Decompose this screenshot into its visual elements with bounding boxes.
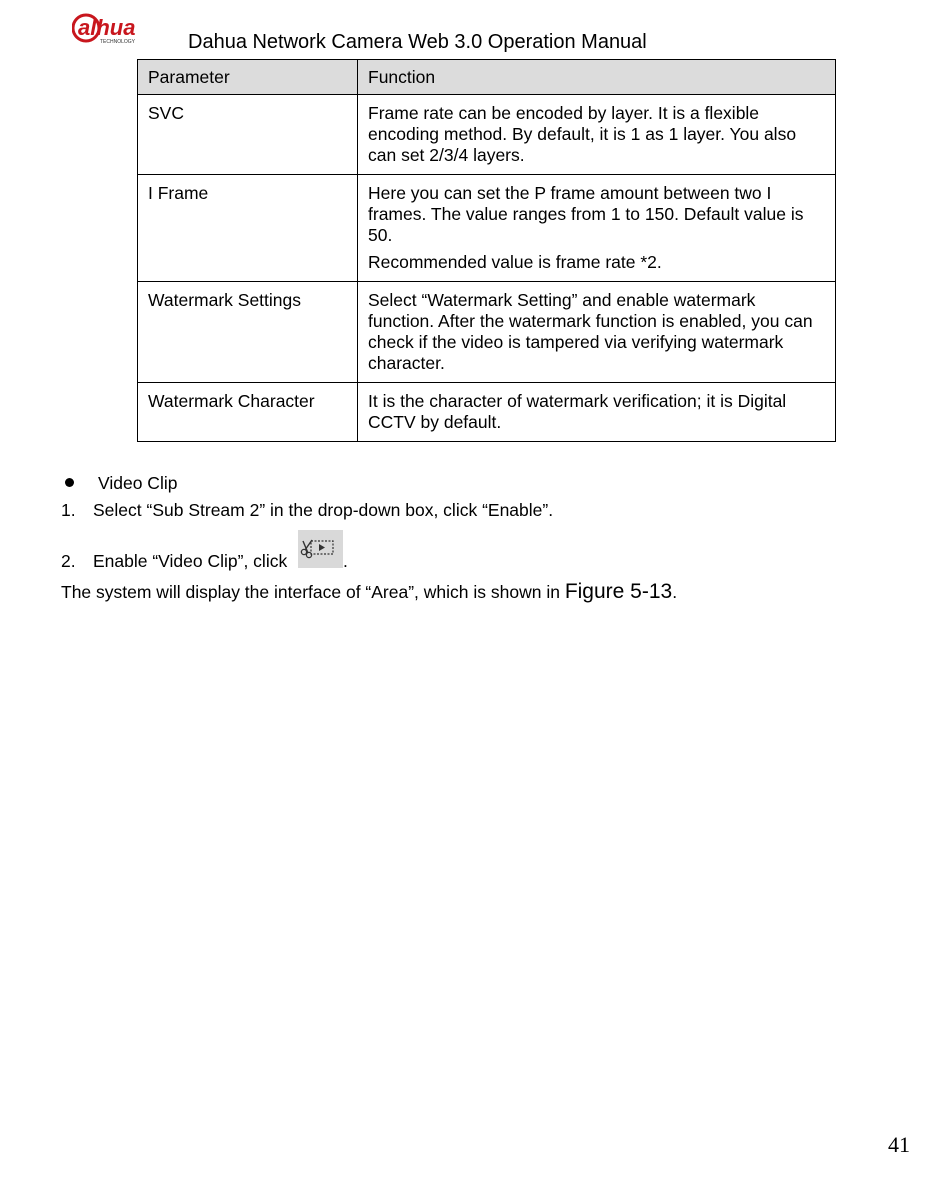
step-1 [61,500,553,521]
table-row [138,175,836,282]
table-row [138,383,836,442]
function-cell [358,383,836,442]
parameter-cell: I Frame [138,175,358,282]
dahua-logo [72,12,172,46]
function-text: Here you can set the P frame amount between two I frames. The value ranges from 1 to 150. Default value is 50. [368,183,804,245]
table-header-parameter: Parameter [138,60,358,95]
logo-subtext: TECHNOLOGY [100,39,136,45]
bullet-dot-icon [65,478,74,487]
step-number: 1. [61,500,76,520]
table-header-row [138,60,836,95]
table-header-function: Function [358,60,836,95]
function-text: Recommended value is frame rate *2. [368,252,662,272]
step-text: Select “Sub Stream 2” in the drop-down box, click “Enable”. [93,500,554,520]
bullet-item [65,473,177,494]
function-cell [358,175,836,282]
function-cell [358,282,836,383]
figure-reference-link[interactable]: Figure 5-13 [564,580,673,603]
video-clip-scissors-icon [298,530,343,568]
dahua-logo-icon [72,12,172,46]
step-2 [61,551,287,572]
bullet-text: Video Clip [98,473,178,493]
step-2-period: . [343,551,348,571]
paragraph-text: The system will display the interface of “Area”, which is shown in [61,582,565,602]
function-cell [358,95,836,175]
step-number: 2. [61,551,76,571]
table-row [138,95,836,175]
paragraph [61,580,677,604]
paragraph-end: . [672,582,678,602]
step-text: Enable “Video Clip”, click [93,551,288,571]
function-text: Frame rate can be encoded by layer. It is a flexible encoding method. By default, it is 1 as 1 layer. You also can set 2/3/4 layers. [368,103,797,165]
parameter-cell: Watermark Character [138,383,358,442]
parameter-cell: SVC [138,95,358,175]
parameter-table [137,59,836,442]
logo-wordmark: alhua [78,15,136,40]
table-row [138,282,836,383]
function-text: It is the character of watermark verification; it is Digital CCTV by default. [368,391,787,432]
document-title: Dahua Network Camera Web 3.0 Operation Manual [188,31,647,53]
video-clip-button[interactable] [298,530,343,568]
function-text: Select “Watermark Setting” and enable watermark function. After the watermark function is enabled, you can check if the video is tampered via verifying watermark character. [368,290,813,373]
parameter-cell: Watermark Settings [138,282,358,383]
page-number: 41 [888,1132,910,1157]
